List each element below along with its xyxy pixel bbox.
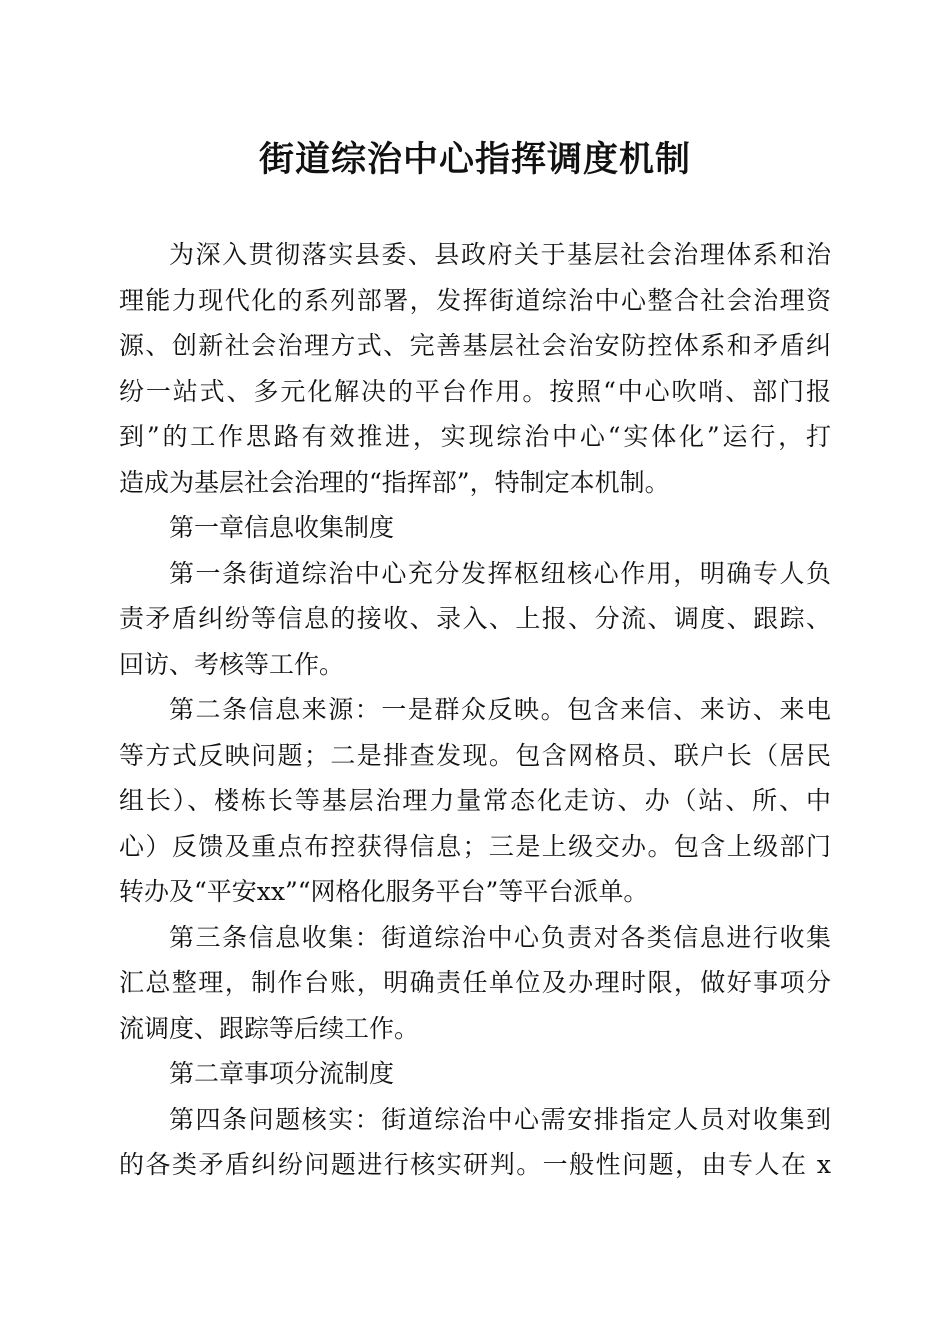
article-4 xyxy=(119,1097,831,1188)
text-line: 第二条信息来源：一是群众反映。包含来信、来访、来电 xyxy=(169,695,831,724)
text-line: 源、创新社会治理方式、完善基层社会治安防控体系和矛盾纠 xyxy=(119,331,831,360)
text-line: 组长）、楼栋长等基层治理力量常态化走访、办（站、所、中 xyxy=(119,786,831,815)
text-line: 第三条信息收集：街道综治中心负责对各类信息进行收集 xyxy=(169,922,831,952)
chapter-heading-1 xyxy=(119,505,831,551)
text-line: 第二章事项分流制度 xyxy=(169,1059,395,1088)
text-line: 的各类矛盾纠纷问题进行核实研判。一般性问题，由专人在 x xyxy=(119,1150,831,1179)
text-line: 为深入贯彻落实县委、县政府关于基层社会治理体系和治 xyxy=(169,240,831,269)
article-1 xyxy=(119,551,831,688)
text-line: 汇总整理，制作台账，明确责任单位及办理时限，做好事项分 xyxy=(119,968,831,997)
text-line: 纷一站式、多元化解决的平台作用。按照“中心吹哨、部门报 xyxy=(119,376,831,406)
text-line: 第一章信息收集制度 xyxy=(169,513,395,542)
document-body xyxy=(119,232,831,1188)
text-line: 心）反馈及重点布控获得信息；三是上级交办。包含上级部门 xyxy=(119,831,831,861)
article-2 xyxy=(119,687,831,915)
text-line: 到”的工作思路有效推进，实现综治中心“实体化”运行，打 xyxy=(119,422,831,451)
text-line: 第一条街道综治中心充分发挥枢纽核心作用，明确专人负 xyxy=(169,558,831,588)
chapter-heading-2 xyxy=(119,1051,831,1097)
text-line: 回访、考核等工作。 xyxy=(119,649,345,679)
text-line: 责矛盾纠纷等信息的接收、录入、上报、分流、调度、跟踪、 xyxy=(119,604,831,633)
text-line: 等方式反映问题；二是排查发现。包含网格员、联户长（居民 xyxy=(119,740,831,770)
article-3 xyxy=(119,915,831,1052)
text-line: 流调度、跟踪等后续工作。 xyxy=(119,1013,420,1043)
text-line: 造成为基层社会治理的“指挥部”，特制定本机制。 xyxy=(119,467,670,497)
text-line: 转办及“平安xx”“网格化服务平台”等平台派单。 xyxy=(119,877,649,906)
text-line: 第四条问题核实：街道综治中心需安排指定人员对收集到 xyxy=(169,1104,831,1134)
text-line: 理能力现代化的系列部署，发挥街道综治中心整合社会治理资 xyxy=(119,285,831,315)
document-title: 街道综治中心指挥调度机制 xyxy=(258,139,691,180)
paragraph-intro xyxy=(119,232,831,505)
